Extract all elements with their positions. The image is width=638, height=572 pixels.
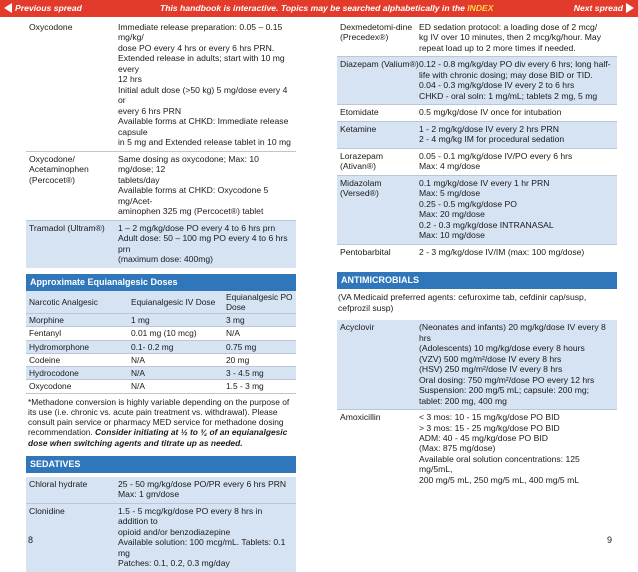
- dosing-line: 0.5 mg/kg/dose IV once for intubation: [419, 107, 562, 118]
- table-cell: Fentanyl: [29, 328, 62, 339]
- dosing-line: ADM: 40 - 45 mg/kg/dose PO BID: [419, 432, 548, 443]
- dosing-line: 0.12 - 0.8 mg/kg/day PO div every 6 hrs; long half-: [419, 59, 611, 70]
- equianalgesic-table: [26, 291, 296, 394]
- drug-name: Oxycodone/ Acetaminophen (Percocet®): [29, 153, 89, 185]
- antimicrobials-note: (VA Medicaid preferred agents: cefuroxime tab, cefdinir cap/susp, cefprozil susp): [338, 292, 587, 313]
- dosing-line: dose PO every 4 hrs or every 6 hrs PRN.: [118, 42, 275, 53]
- column-header: Narcotic Analgesic: [29, 296, 98, 307]
- dosing-line: Same dosing as oxycodone; Max: 10 mg/dose; 12: [118, 153, 259, 175]
- drug-dosing: [118, 223, 293, 265]
- previous-spread-button[interactable]: [4, 3, 82, 13]
- dosing-line: Max: 4 mg/dose: [419, 161, 481, 172]
- antimicrobials-header: ANTIMICROBIALS: [337, 272, 617, 289]
- dosing-line: life with chronic dosing; may dose BID or TID.: [419, 69, 593, 80]
- interactive-notice: [160, 3, 494, 13]
- dosing-line: (maximum dose: 400mg): [118, 254, 214, 265]
- dosing-line: 1 – 2 mg/kg/dose PO every 4 to 6 hrs prn: [118, 222, 276, 233]
- methadone-note-text: *Methadone conversion is highly variable depending on the purpose of its use (i.e. chronic vs. acute pain treatment vs. withdrawal). Please consult pain service or pharmacy MED service for methadone dosing recommendation.: [28, 396, 290, 438]
- table-cell: Codeine: [29, 354, 61, 365]
- dosing-line: Adult dose: 50 – 100 mg PO every 4 to 6 hrs prn: [118, 233, 288, 254]
- drug-dosing: [118, 479, 293, 500]
- methadone-note-bold: Consider initiating at ½ to ¾ of an equianalgesic dose when switching agents and titrate up as needed.: [28, 427, 288, 448]
- dosing-line: 0.25 - 0.5 mg/kg/dose PO: [419, 198, 517, 209]
- drug-name: Oxycodone: [29, 22, 73, 32]
- drug-dosing: [419, 151, 614, 172]
- table-cell: 0.75 mg: [226, 341, 257, 352]
- drug-row: [337, 148, 617, 175]
- dosing-line: Max: 5 mg/dose: [419, 188, 481, 199]
- dosing-line: Max: 10 mg/dose: [419, 230, 485, 241]
- drug-dosing: [419, 178, 614, 241]
- dosing-line: CHKD - oral soln: 1 mg/mL; tablets 2 mg, 5 mg: [419, 90, 598, 101]
- drug-row: [26, 503, 296, 572]
- equianalgesic-row: [26, 314, 296, 327]
- drug-row: [337, 175, 617, 244]
- arrow-left-icon: [4, 3, 12, 13]
- sedatives-table: [26, 477, 296, 572]
- dosing-line: (Adolescents) 10 mg/kg/dose every 8 hours: [419, 343, 585, 354]
- equianalgesic-row: [26, 367, 296, 380]
- equianalgesic-row: [26, 340, 296, 353]
- next-spread-button[interactable]: [574, 3, 634, 13]
- table-cell: 1 mg: [131, 315, 150, 326]
- sedatives-header: SEDATIVES: [26, 456, 296, 473]
- drug-name: Acyclovir: [340, 322, 375, 333]
- table-cell: N/A: [131, 368, 145, 379]
- equianalgesic-row: [26, 380, 296, 393]
- dosing-line: 0.05 - 0.1 mg/kg/dose IV/PO every 6 hrs: [419, 150, 573, 161]
- dosing-line: 12 hrs: [118, 74, 142, 85]
- methadone-note: [26, 394, 296, 451]
- left-page: [26, 20, 296, 572]
- dosing-line: ED sedation protocol: a loading dose of 2 mcg/: [419, 22, 598, 32]
- dosing-line: Available forms at CHKD: Oxycodone 5 mg/Acet-: [118, 185, 269, 206]
- index-link[interactable]: INDEX: [467, 3, 494, 13]
- antimicrobials-table: [337, 320, 617, 488]
- table-cell: N/A: [131, 354, 145, 365]
- dosing-line: aminophen 325 mg (Percocet®) tablet: [118, 206, 264, 217]
- dosing-line: Oral dosing: 750 mg/m²/dose PO every 12 hrs: [419, 374, 595, 385]
- dosing-line: tablet: 200 mg, 400 mg: [419, 395, 507, 406]
- drug-dosing: [419, 247, 614, 257]
- notice-text: This handbook is interactive. Topics may be searched alphabetically in the: [160, 3, 468, 13]
- right-page: [337, 20, 617, 488]
- dosing-line: tablets/day: [118, 174, 160, 185]
- table-cell: 3 - 4.5 mg: [226, 368, 264, 379]
- next-spread-label: Next spread: [573, 3, 623, 13]
- drug-name: Amoxicillin: [340, 412, 381, 423]
- dosing-line: 2 - 4 mg/kg IM for procedural sedation: [419, 134, 565, 145]
- drug-name: Lorazepam (Ativan®): [340, 150, 383, 172]
- dosing-line: in 5 mg and Extended release tablet in 10 mg: [118, 137, 291, 148]
- drug-row: [337, 20, 617, 56]
- dosing-line: (VZV) 500 mg/m²/dose IV every 8 hrs: [419, 353, 562, 364]
- drug-name: Tramadol (Ultram®): [29, 222, 105, 233]
- drug-dosing: [419, 22, 614, 53]
- dosing-line: opioid and/or benzodiazepine: [118, 526, 231, 537]
- dosing-line: Available forms at CHKD: Immediate release capsule: [118, 116, 289, 137]
- dosing-line: 0.2 - 0.3 mg/kg/dose INTRANASAL: [419, 219, 554, 230]
- drug-row: [337, 56, 617, 104]
- page-number-right: 9: [606, 535, 612, 546]
- dosing-line: Available oral solution concentrations: 125 mg/5mL,: [419, 453, 580, 475]
- drug-row: [337, 121, 617, 148]
- dosing-line: kg IV over 10 minutes, then 2 mcg/kg/hour. May: [419, 32, 601, 43]
- previous-spread-label: Previous spread: [15, 3, 82, 13]
- column-header: Equianalgesic IV Dose: [131, 296, 216, 307]
- dosing-line: 1 - 2 mg/kg/dose IV every 2 hrs PRN: [419, 123, 559, 134]
- table-cell: 0.1- 0.2 mg: [131, 341, 174, 352]
- drug-row: [337, 244, 617, 260]
- drug-dosing: [419, 412, 614, 485]
- dosing-line: every 6 hrs PRN: [118, 105, 182, 116]
- drug-name: Ketamine: [340, 123, 377, 134]
- table-cell: 20 mg: [226, 354, 250, 365]
- dosing-line: Max: 1 gm/dose: [118, 489, 180, 500]
- dosing-line: (HSV) 250 mg/m²/dose IV every 8 hrs: [419, 364, 563, 375]
- top-bar: [0, 0, 638, 17]
- table-cell: 1.5 - 3 mg: [226, 381, 264, 392]
- dosing-line: (Max: 875 mg/dose): [419, 443, 496, 454]
- table-cell: 0.01 mg (10 mcg): [131, 328, 197, 339]
- dosing-line: 0.1 mg/kg/dose IV every 1 hr PRN: [419, 177, 550, 188]
- table-cell: N/A: [131, 381, 145, 392]
- dosing-line: 25 - 50 mg/kg/dose PO/PR every 6 hrs PRN: [118, 478, 287, 489]
- dosing-line: Immediate release preparation: 0.05 – 0.15 mg/kg/: [118, 22, 283, 43]
- drug-name: Etomidate: [340, 107, 379, 118]
- column-header: Equianalgesic PO Dose: [226, 291, 293, 312]
- equianalgesic-row: [26, 353, 296, 366]
- drug-row: [26, 151, 296, 220]
- dosing-line: 0.04 - 0.3 mg/kg/dose IV every 2 to 6 hrs: [419, 80, 575, 91]
- drug-dosing: [419, 322, 614, 406]
- drug-name: Dexmedetomi-dine (Precedex®): [340, 22, 413, 43]
- drug-dosing: [118, 154, 293, 217]
- drug-name: Midazolam (Versed®): [340, 177, 382, 199]
- dosing-line: 200 mg/5 mL, 250 mg/5 mL, 400 mg/5 mL: [419, 474, 580, 485]
- drug-name: Chloral hydrate: [29, 478, 88, 489]
- table-cell: Morphine: [29, 315, 64, 326]
- sedatives-continued-table: [337, 20, 617, 260]
- opioid-table: [26, 20, 296, 268]
- equianalgesic-header: Approximate Equianalgesic Doses: [26, 274, 296, 291]
- dosing-line: Available solution: 100 mcg/mL. Tablets: 0.1 mg: [118, 537, 286, 558]
- dosing-line: > 3 mos: 15 - 25 mg/kg/dose PO BID: [419, 422, 560, 433]
- dosing-line: Suspension: 200 mg/5 mL; capsule: 200 mg;: [419, 385, 590, 396]
- dosing-line: < 3 mos: 10 - 15 mg/kg/dose PO BID: [419, 412, 560, 423]
- drug-dosing: [118, 506, 293, 569]
- drug-row: [337, 104, 617, 120]
- dosing-line: (Neonates and infants) 20 mg/kg/dose IV every 8 hrs: [419, 322, 606, 343]
- drug-dosing: [419, 59, 614, 101]
- equianalgesic-row: [26, 327, 296, 340]
- dosing-line: 2 - 3 mg/kg/dose IV/IM (max: 100 mg/dose): [419, 246, 585, 257]
- page-number-left: 8: [28, 535, 34, 546]
- drug-name: Diazepam (Valium®): [340, 59, 419, 70]
- drug-row: [337, 320, 617, 409]
- dosing-line: repeat load up to 2 more times if needed.: [419, 42, 576, 53]
- drug-row: [26, 20, 296, 151]
- arrow-right-icon: [626, 3, 634, 13]
- table-cell: N/A: [226, 328, 240, 339]
- drug-name: Pentobarbital: [340, 246, 391, 257]
- drug-dosing: [419, 107, 614, 117]
- dosing-line: Patches: 0.1, 0.2, 0.3 mg/day: [118, 558, 230, 569]
- drug-name: Clonidine: [29, 505, 65, 516]
- equianalgesic-header-row: [26, 291, 296, 314]
- drug-dosing: [118, 22, 293, 148]
- dosing-line: Max: 20 mg/dose: [419, 209, 485, 220]
- dosing-line: Extended release in adults; start with 10 mg every: [118, 53, 285, 74]
- drug-row: [26, 477, 296, 503]
- drug-row: [26, 220, 296, 268]
- table-cell: Hydrocodone: [29, 368, 79, 379]
- drug-row: [337, 409, 617, 488]
- dosing-line: 1.5 - 5 mcg/kg/dose PO every 8 hrs in addition to: [118, 505, 263, 527]
- table-cell: Oxycodone: [29, 381, 72, 392]
- table-cell: 3 mg: [226, 315, 245, 326]
- drug-dosing: [419, 124, 614, 145]
- table-cell: Hydromorphone: [29, 341, 90, 352]
- dosing-line: Initial adult dose (>50 kg) 5 mg/dose every 4 or: [118, 84, 288, 106]
